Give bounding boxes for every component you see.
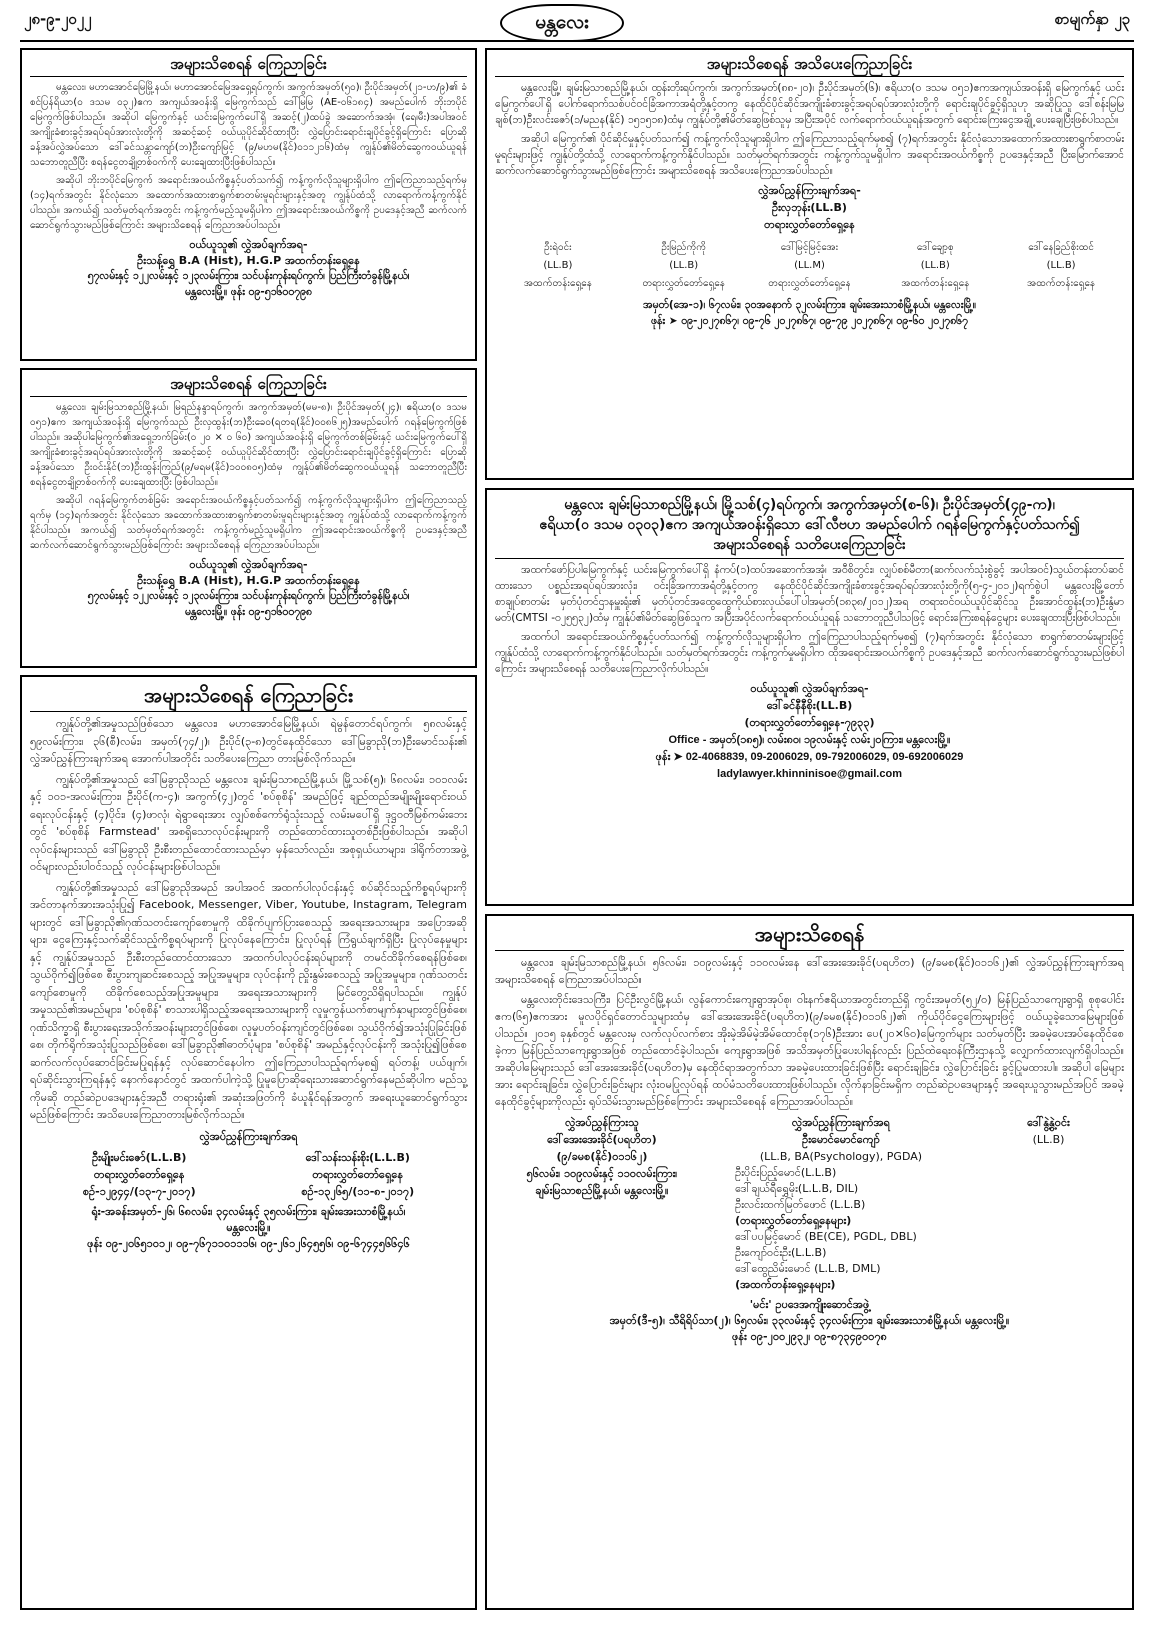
email-address[interactable]: ladylawyer.khinninisoe@gmail.com <box>717 768 902 780</box>
office-address: အမှတ်(အေ-၁)၊ ၆၇လမ်း၊ ၃၀အနောက် ၃၂လမ်းကြား၊ ချမ်းအေးသာစံမြို့နယ်၊ မန္တလေးမြို့။ <box>642 299 977 311</box>
notice-paragraph: အထက်ပါ အရောင်းအဝယ်ကိစ္စနှင့်ပတ်သက်၍ ကန့်ကွက်လိုသူများရှိပါက ဤကြေညာပါသည့်ရက်မှစ၍ (၇)ရက်အတွင်း နိုင်လုံသော စာရွက်စာတမ်းများဖြင့် ကျွန်ုပ်ထံသို့ လာရောက်ကန့်ကွက်နိုင်ပါသည်။ သတ်မှတ်ရက်အတွင်း ကန့်ကွက်မှုမရှိပါက ထိုအရောင်းအဝယ်ကိစ္စကို ဥပဒေနှင့်အညီ ဆက်လက်ဆောင်ရွက်သွားမည်ဖြစ်ပါကြောင်း အများသိစေရန် သတိပေးကြေညာလိုက်ပါသည်။ <box>495 631 1124 675</box>
office-phone: ဖုန်း ➤ 02-4068839, 09-2006029, 09-792006029, 09-692006029 <box>655 751 964 763</box>
lead-lawyer-name: ဦးလှဘုန်း(LL.B) <box>772 201 847 214</box>
page-number: စာမျက်နှာ ၂၃ <box>1054 10 1130 28</box>
lawyer-address: ၅၇လမ်းနှင့် ၁၂၂လမ်းနှင့် ၁၂၃လမ်းကြား၊ သင်ပန်းကုန်းရပ်ကွက်၊ ပြည်ကြီးတံခွန်မြို့နယ်၊ <box>87 590 410 602</box>
lawyer-role: တရားလွှတ်တော်ရှေ့နေ <box>312 1168 404 1181</box>
lawyer-phone: မန္တလေးမြို့။ ဖုန်း ၀၉-၅၁၆၀၀၇၉၈ <box>184 606 313 618</box>
notice-paragraph: အဆိုပါ ဘိုးဘပိုင်မြေကွက် အရောင်းအဝယ်ကိစ္စနှင့်ပတ်သက်၍ ကန့်ကွက်လိုသူများရှိပါက ဤကြေညာသည့်ရက်မှ (၁၄)ရက်အတွင်း နိုင်လုံသော အထောက်အထားစာရွက်စာတမ်းမူရင်းများနှင့်အတူ ကျွန်ုပ်ထံသို့ လာရောက်ကန့်ကွက်နိုင်ပါသည်။ အကယ်၍ သတ်မှတ်ရက်အတွင်း ကန့်ကွက်မည့်သူမရှိပါက ဤအရောင်းအဝယ်ကိစ္စကို ဥပဒေနှင့်အညီ ဆက်လက်ဆောင်ရွက်သွားမည်ဖြစ်ကြောင်း အများသိစေရန် ကြေညာအပ်ပါသည်။ <box>30 175 467 231</box>
signature-heading: ဝယ်ယူသူ၏ လွှဲအပ်ချက်အရ- <box>750 682 869 695</box>
newspaper-logo: မန္တလေး <box>500 4 624 42</box>
lawyer-block: ဦးမြည်ကိုကို (LL.B) တရားလွှတ်တော်ရှေ့နေ <box>642 242 725 289</box>
notice-public-announcement <box>485 914 1134 1610</box>
office-phone: ဖုန်း ၀၉-၂၀၆၅၁၀၁၂၊ ၀၉-၇၆၇၁၁၀၁၁၁၆၊ ၀၉-၂၆၁၂၆၄၅၅၆၊ ၀၉-၆၇၄၄၅၆၆၄၆ <box>87 1237 410 1250</box>
lawyer-license: စဉ်-၁၃၂၆၅/(၁၁-၈-၂၀၁၇) <box>301 1185 415 1198</box>
office-address: အမှတ်(ဒီ-၅)၊ သီရိရိပ်သာ(၂)၊ ၆၅လမ်း၊ ၃၃လမ်းနှင့် ၃၄လမ်းကြား၊ ချမ်းအေးသာစံမြို့နယ်၊ မန္တလေးမြို့။ <box>609 1314 1010 1327</box>
notice-title: အများသိစေရန် ကြေညာခြင်း <box>30 375 467 397</box>
notice-land-purchase <box>485 48 1134 480</box>
notice-land-sale-2 <box>20 368 477 668</box>
lawyer-license: စဉ်-၁၂၉၄၄/(၁၃-၇-၂၀၁၇) <box>82 1185 196 1198</box>
notice-warning-brand <box>20 675 477 1610</box>
office-phone: ဖုန်း ၀၉-၂၀၀၂၉၃၂၊ ၀၉-၈၇၃၄၉၀၀၇၈ <box>732 1330 887 1343</box>
lawyer-block: ဒေါ်မြင့်မြင့်အေး (LL.M) တရားလွှတ်တော်ရှေ့နေ <box>768 242 851 289</box>
notice-land-sale-1 <box>20 48 477 361</box>
office-phone: ဖုန်း ➤ ၀၉-၂၀၂၇၈၆၇၊ ၀၉-၇၆ ၂၀၂၇၈၆၇၊ ၀၉-၇၉ ၂၀၂၇၈၆၇၊ ၀၉-၆၀ ၂၀၂၇၈၆၇ <box>651 315 968 327</box>
law-firm-name: 'မင်း' ဥပဒေအကျိုးဆောင်အဖွဲ့ <box>749 1298 870 1311</box>
office-city: မန္တလေးမြို့။ <box>226 1221 271 1234</box>
lead-lawyer-role: တရားလွှတ်တော်ရှေ့နေ <box>764 218 855 231</box>
notice-grant-land-warning <box>485 488 1134 906</box>
lawyer-name: ဦးသန့်ရွှေ B.A (Hist), H.G.P အထက်တန်းရှေ့နေ <box>137 254 360 267</box>
lawyer-block: ဒေါ်နွဲ့နွဲ့ဝင်း (LL.B) <box>1027 1116 1070 1146</box>
lawyer-block <box>41 1149 238 1200</box>
notice-title: အများသိစေရန် <box>495 921 1124 951</box>
lawyer-address: ၅၇လမ်းနှင့် ၁၂၂လမ်းနှင့် ၁၂၃လမ်းကြား၊ သင်ပန်းကုန်းရပ်ကွက်၊ ပြည်ကြီးတံခွန်မြို့နယ်၊ <box>87 270 410 282</box>
notice-paragraph: အဆိုပါ ဂရန်မြေကွက်တစ်ခြမ်း အရောင်းအဝယ်ကိစ္စနှင့်ပတ်သက်၍ ကန့်ကွက်လိုသူများရှိပါက ဤကြေညာသည့်ရက်မှ (၁၄)ရက်အတွင်း နိုင်လုံသော အထောက်အထားစာရွက်စာတမ်းမူရင်းများနှင့်အတူ ကျွန်ုပ်ထံသို့ လာရောက်ကန့်ကွက်နိုင်ပါသည်။ အကယ်၍ သတ်မှတ်ရက်အတွင်း ကန့်ကွက်မည့်သူမရှိပါက ဤအရောင်းအဝယ်ကိစ္စကို ဥပဒေနှင့်အညီ ဆက်လက်ဆောင်ရွက်သွားမည်ဖြစ်ကြောင်း အများသိစေရန် ကြေညာအပ်ပါသည်။ <box>30 495 467 551</box>
lawyer-block: ဦးရဲဝင်း (LL.B) အထက်တန်းရှေ့နေ <box>523 242 592 289</box>
lawyer-role: (တရားလွှတ်တော်ရှေ့နေ-၇၉၃၃) <box>744 716 875 729</box>
lawyer-name: ဒေါ်သန်းသန်းစိုး(L.L.B) <box>305 1151 410 1164</box>
notice-paragraph: ကျွန်ုပ်တို့၏အမှုသည် ဒေါ်မြခွာညိုသည် မန္တလေး၊ ချမ်းမြသာစည်မြို့နယ်၊ မြို့သစ်(၅)၊ ၆၈လမ်း၊ ၁၀၁လမ်းနှင့် ၁၀၁-အလမ်းကြား၊ ဦးပိုင်(က-၄)၊ အကွက်(၄၂)တွင် 'စပ်စုစိန်' အမည်ဖြင့် ချည်ထည်အမျိုးမျိုးရောင်းဝယ်ရေးလုပ်ငန်းနှင့် (၄)ပိုင်း၊ (၄)ဖာလုံ၊ ရဲရွာရေးအား လျှပ်စစ်ကော်ရုံသုံးသည့် လမ်းမပေါ်ရှိ ဒုဋ္ဌဝတီမြစ်ကမ်းဘေးတွင် 'စပ်စုစိန် Farmstead' အစရှိသောလုပ်ငန်းများကို တည်ထောင်ထားသူတစ်ဦးဖြစ်ပါသည်။ အဆိုပါလုပ်ငန်းများသည် ဒေါ်မြခွာညို ဦးစီးတည်ထောင်ထားသည်မှာ မှန်သော်လည်း၊ အစုရှယ်ယာများ၊ ဒါရိုက်တာအဖွဲ့ဝင်များလည်းပါဝင်သည့် လုပ်ငန်းများဖြစ်ပါသည်။ <box>30 772 467 873</box>
lawyer-group: လွှဲအပ်ညွှန်ကြားချက်အရ ဦးမောင်မောင်ကျော် (LL.B, BA(Psychology), PGDA) ဦးပိုင်းပြည့်မောင်(L.L.B) ဒေါ်ချယ်ရီရွှေမိုး(L.L.B, DIL) ဦးလင်းထက်မြတ်ဖောင် (L.L.B) (တရားလွှတ်တော်ရှေ့နေများ) ဒေါ်ပပမြင့်မောင် (BE(CE), PGDL, DBL) ဦးကျော်ဝင်းဦး(L.L.B) ဒေါ်ထွေညိမ်းမောင် (L.L.B, DML) (အထက်တန်းရှေ့နေများ) <box>735 1116 923 1291</box>
signature-heading: လွှဲအပ်ညွှန်ကြားချက်အရ <box>199 1129 298 1143</box>
lawyer-name: ဦးမျိုးမင်းဇော်(L.L.B) <box>92 1151 187 1164</box>
notice-paragraph: မန္တလေး၊ မဟာအောင်မြေမြို့နယ်၊ မဟာအောင်မြေအရှေ့ရပ်ကွက်၊ အကွက်အမှတ်(၅၀)၊ ဦးပိုင်အမှတ်(၂၁-ဟ/၉)၏ ခံစင်ပြန်ရိယာ(၀ ဒသမ ၀၃၂)ဧက အကျယ်အဝန်းရှိ မြေကွက်သည် ဒေါ်မြမြ (AE-၀၆၁၈၄) အမည်ပေါက် ဘိုးဘပိုင်မြေကွက်ဖြစ်ပါသည်။ အဆိုပါ မြေကွက်နှင့် ယင်းမြေကွက်ပေါ်ရှိ အဆင့်(၂)ထပ်ခွဲ အဆောက်အအုံ၊ (ရေ၊မီး)အပါအဝင် အကျိုးခံစားခွင့်အရပ်ရပ်အားလုံးတို့ကို အဆင့်ဆင့် ဝယ်ယူပိုင်ဆိုင်ထားပြီး လွှဲပြောင်းရောင်းချပိုင်ခွင့်ရှိကြောင်း ပြောဆိုခန့်အပ်လွှဲအပ်သော ဒေါ်ခင်သန္တာကျော်(ဘ)ဦးကျော်မြင့် (၉/မဟမ(နိုင်)၀၁၁၂၁၆)ထံမှ ကျွန်ုပ်၏မိတ်ဆွေကဝယ်ယူရန် သဘောတူညီပြီး စရန်ငွေတချို့တစ်ဝက်ကို ပေးချေထားပြီးဖြစ်ပါသည်။ <box>30 82 467 168</box>
signature-heading: ဝယ်ယူသူ၏ လွှဲအပ်ချက်အရ- <box>189 558 308 571</box>
notice-paragraph: အဆိုပါ မြေကွက်၏ ပိုင်ဆိုင်မှုနှင့်ပတ်သက်၍ ကန့်ကွက်လိုသူများရှိပါက ဤကြေညာသည့်ရက်မှစ၍ (၇)ရက်အတွင်း နိုင်လုံသောအထောက်အထားစာရွက်စာတမ်းမူရင်းများဖြင့် ကျွန်ုပ်တို့ထံသို့ လာရောက်ကန့်ကွက်နိုင်ပါသည်။ သတ်မှတ်ရက်အတွင်း ကန့်ကွက်သူမရှိပါက အရောင်းအဝယ်ကိစ္စကို ဥပဒေနှင့်အညီ ပြီးမြောက်အောင် ဆက်လက်ဆောင်ရွက်သွားမည်ဖြစ်ကြောင်း အများသိစေရန် အသိပေးကြေညာအပ်ပါသည်။ <box>495 133 1124 177</box>
notice-paragraph: မန္တလေးမြို့၊ ချမ်းမြသာစည်မြို့နယ်၊ ထွန်းတိုးရပ်ကွက်၊ အကွက်အမှတ်(၈၈-၂၀)၊ ဦးပိုင်အမှတ်(၆)၊ ဧရိယာ(၀ ဒသမ ၀၅၁)ဧကအကျယ်အဝန်းရှိ မြေကွက်နှင့် ယင်းမြေကွက်ပေါ်ရှိ ပေါက်ရောက်သစ်ပင်ဝင်ခြံအကာအရံတို့နှင့်တကွ နေထိုင်ပိုင်ဆိုင်အကျိုးခံစားခွင့်အရပ်ရပ်အားလုံးတို့ကို ရောင်းချပိုင်ခွင့်ရှိသူဟု အဆိုပြုသူ ဒေါ်စန်းမြမြချစ်(ဘ)ဦးလင်းဇော်(၁/မညန(နိုင်) ၁၅၁၅၁၈)ထံမှ ကျွန်ုပ်တို့၏မိတ်ဆွေဖြစ်သူမှ အပြီးအပိုင် လက်ရောက်ဝယ်ယူရန်အတွက် ရောင်းကြေးငွေအချို့ ပေးချေပြီးဖြစ်ပါသည်။ <box>495 82 1124 126</box>
notice-paragraph: ကျွန်ုပ်တို့၏အမှုသည် ဒေါ်မြခွာညိုအမည် အပါအဝင် အထက်ပါလုပ်ငန်းနှင့် စပ်ဆိုင်သည့်ကိစ္စရပ်များကို အင်တာနက်အားအသုံးပြု၍ Facebook, Messenger, Viber, Youtube, Instagram, Telegram များတွင် ဒေါ်မြခွာညို၏ဂုဏ်သတင်းကျော်စောမှုကို ထိခိုက်ပျက်ပြားစေသည့် အရေးအသားများ၊ အပြောအဆိုများ၊ ငွေကြေးနှင့်သက်ဆိုင်သည့်ကိစ္စရပ်များကို ပြုလုပ်နေကြောင်း၊ ပြုလုပ်ရန် ကြံရွယ်ချက်ရှိပြီး ပြုလုပ်နေမှုများနှင့် ကျွန်ုပ်အမှုသည် ဦးစီးတည်ထောင်ထားသော အထက်ပါလုပ်ငန်းရပ်များကို တမင်ထိခိုက်စေရန်ဖြစ်စေ၊ သွယ်ဝိုက်၍ဖြစ်စေ စီးပွားကျဆင်းစေသည့် အပြုအမူများ၊ လုပ်ငန်းကို ညှိုးနွမ်းစေသည့် အပြုအမူများ၊ ဂုဏ်သတင်းကျော်စောမှုကို ထိခိုက်စေသည့်အပြုအမူများ၊ အရေးအသားများကို မြင်တွေ့သိရှိရပါသည်။ ကျွန်ုပ်အမှုသည်၏အမည်များ၊ 'စပ်စုစိန်' စာသားပါရှိသည့်အရေးအသားများကို လူမှုကွန်ယက်စာမျက်နှာများတွင်ဖြစ်စေ၊ ဂုဏ်သိက္ခာရှိ စီးပွားရေးအသိုက်အဝန်းများတွင်ဖြစ်စေ၊ လူမှုပတ်ဝန်းကျင်တွင်ဖြစ်စေ၊ သွယ်ဝိုက်၍အသုံးပြုခြင်းဖြစ်စေ၊ တိုက်ရိုက်အသုံးပြုသည်ဖြစ်စေ၊ ဒေါ်မြခွာညို၏ဓာတ်ပုံများ၊ 'စပ်စုစိန်' အမည်နှင့်လုပ်ငန်းကို အသုံးပြု၍ဖြစ်စေ ဆက်လက်လုပ်ဆောင်ခြင်းမပြုရန်နှင့် လုပ်ဆောင်နေပါက ဤကြေညာပါသည့်ရက်မှစ၍ ရပ်တန့်၊ ပယ်ဖျက်၊ ရပ်ဆိုင်းသွားကြရန်နှင့် နောက်နောင်တွင် အထက်ပါကဲ့သို့ ပြုမူပြောဆိုရေးသားဆောင်ရွက်နေမည်ဆိုပါက မည်သူ့ကိုမဆို တည်ဆဲဥပဒေများနှင့်အညီ တရားရုံး၏ အဆုံးအဖြတ်ကို ခံယူနိုင်ရန်အတွက် အရေးယူဆောင်ရွက်သွားမည်ဖြစ်ကြောင်း အသိပေးကြေညာတားမြစ်လိုက်သည်။ <box>30 880 467 1121</box>
lawyer-phone: မန္တလေးမြို့။ ဖုန်း ၀၉-၅၁၆၀၀၇၉၈ <box>184 286 313 298</box>
notice-title: အများသိစေရန် ကြေညာခြင်း <box>30 55 467 77</box>
notice-paragraph: ကျွန်ုပ်တို့၏အမှုသည်ဖြစ်သော မန္တလေး၊ မဟာအောင်မြေမြို့နယ်၊ ရဲမွန်တောင်ရပ်ကွက်၊ ၅၈လမ်းနှင့် ၅၉လမ်းကြား၊ ၃၆(စီ)လမ်း၊ အမှတ်(၇၄/၂)၊ ဦးပိုင်(၃-၈)တွင်နေထိုင်သော ဒေါ်မြခွာညို(ဘ)ဦးမောင်သန်း၏ လွှဲအပ်ညွှန်ကြားချက်အရ အောက်ပါအတိုင်း သတိပေးကြေညာ တားမြစ်လိုက်သည်။ <box>30 717 467 765</box>
office-address: ရုံး-အခန်းအမှတ်-၂၆၊ ၆၈လမ်း၊ ၃၄လမ်းနှင့် ၃၅လမ်းကြား၊ ချမ်းအေးသာစံမြို့နယ်၊ <box>91 1205 406 1218</box>
masthead <box>20 4 1134 42</box>
lawyer-block: ဒေါ်ချော့စု (LL.B) အထက်တန်းရှေ့နေ <box>901 242 970 289</box>
notice-paragraph: မန္တလေးတိုင်းဒေသကြီး၊ ပြင်ဦးလွင်မြို့နယ်၊ လွန်ကောင်းကျေးရွာအုပ်စု၊ ဝါးနက်ဧရိယာအတွင်းတည်ရှိ ကွင်းအမှတ်(၅၂/၀) မြန်ပြည်သာကျေးရွာရှိ စုစုပေါင်းဧက(၆၅)ဧကအား မူလပိုင်ရှင်တောင်သူများထံမှ ဒေါ်အေးအေးခိုင်(ပရဟိတ)(၉/ခမစ(နိုင်)၀၁၁၆၂)၏ ကိုယ်ပိုင်ငွေကြေးများဖြင့် ဝယ်ယူခဲ့သောမြေများဖြစ်ပါသည်။ ၂၀၁၅ ခုနှစ်တွင် မန္တလေးမှ လက်လုပ်လက်စား အိုးမဲ့အိမ်မဲ့အိမ်ထောင်စု(၁၇၆)ဦးအား ပေ(၂၀×၆၀)မြေကွက်များ သတ်မှတ်ပြီး အခမဲ့ပေးအပ်နေထိုင်စေခဲ့ကာ မြန်ပြည်သာကျေးရွာအဖြစ် တည်ထောင်ခဲ့ပါသည်။ ကျေးရွာအဖြစ် အသိအမှတ်ပြုပေးပါရန်လည်း ပြည်ထဲရေးဝန်ကြီးဌာနသို့ လျှောက်ထားလျက်ရှိပါသည်။ အဆိုပါမြေများသည် ဒေါ်အေးအေးခိုင်(ပရဟိတ)မှ နေထိုင်ရာအတွက်သာ အခမဲ့ပေးထားခြင်းဖြစ်ပြီး ရောင်းချခြင်း၊ လွှဲပြောင်းခြင်း ခွင့်ပြုမထားပါ။ အဆိုပါ မြေများအား ရောင်းချခြင်း၊ လွှဲပြောင်းခြင်းများ လုံးဝမပြုလုပ်ရန် ထပ်မံသတိပေးထားဖြစ်ပါသည်။ လိုက်နာခြင်းမရှိက တည်ဆဲဥပဒေများနှင့် အရေးယူသွားမည်အပြင် အခမဲ့နေထိုင်ခွင့်များကိုလည်း ရုပ်သိမ်းသွားမည်ဖြစ်ကြောင်း အများသိစေရန် ကြေညာအပ်ပါသည်။ <box>495 993 1124 1108</box>
lawyer-name: ဒေါ်ခင်နီနီစိုး(LL.B) <box>766 699 853 712</box>
notice-title: အများသိစေရန် အသိပေးကြေညာခြင်း <box>495 55 1124 77</box>
notice-paragraph: မန္တလေး၊ ချမ်းမြသာစည်မြို့နယ်၊ ၅၆လမ်း၊ ၁၀၉လမ်းနှင့် ၁၁၀လမ်းနေ ဒေါ်အေးအေးခိုင်(ပရဟိတ) (၉/ခမစ(နိုင်)၀၁၁၆၂)၏ လွှဲအပ်ညွှန်ကြားချက်အရ အများသိစေရန် ကြေညာအပ်ပါသည်။ <box>495 956 1124 986</box>
lawyer-list <box>495 239 1124 293</box>
notice-title: မန္တလေး ချမ်းမြသာစည်မြို့နယ်၊ မြို့သစ်(၄)ရပ်ကွက်၊ အကွက်အမှတ်(စ-၆)၊ ဦးပိုင်အမှတ်(၄၉-က)၊ ဧရိယာ(၀ ဒသမ ၀၃၀၃)ဧက အကျယ်အဝန်းရှိသော ဒေါ်လီဗဟ အမည်ပေါက် ဂရန်မြေကွက်နှင့်ပတ်သက်၍ အများသိစေရန် သတိပေးကြေညာခြင်း <box>495 495 1124 559</box>
lawyer-role: တရားလွှတ်တော်ရှေ့နေ <box>93 1168 185 1181</box>
signature-heading: ဝယ်ယူသူ၏ လွှဲအပ်ချက်အရ- <box>189 238 308 251</box>
lawyer-name: ဦးသန့်ရွှေ B.A (Hist), H.G.P အထက်တန်းရှေ့နေ <box>137 574 360 587</box>
notice-paragraph: မန္တလေး၊ ချမ်းမြသာစည်မြို့နယ်၊ မြရည်နန္ဒာရပ်ကွက်၊ အကွက်အမှတ်(မမ-၈)၊ ဦးပိုင်အမှတ်(၂၄)၊ ဧရိယာ(၀ ဒသမ ၀၅၁)ဧက အကျယ်အဝန်းရှိ မြေကွက်သည် ဦးလှထွန်း(ဘ)ဦးခေဝ(ရတရ(နိုင်)၀၀၈၆၂၅)အမည်ပေါက် ဂရန်မြေကွက်ဖြစ်ပါသည်။ အဆိုပါမြေကွက်၏အရှေ့ဘက်ခြမ်း(၀ ၂၀ × ၀ ၆၀) အကျယ်အဝန်းရှိ မြေကွက်တစ်ခြမ်းနှင့် ယင်းမြေကွက်ပေါ်ရှိ အကျိုးခံစားခွင့်အရပ်ရပ်အားလုံးတို့ကို အဆင့်ဆင့် ဝယ်ယူပိုင်ဆိုင်ထားပြီး လွှဲပြောင်းရောင်းချပိုင်ခွင့်ရှိကြောင်း ပြောဆိုခန့်အပ်သော ဦးဝင်းနိုင်(ဘ)ဦးထွန်းကြည်(၉/မရမ(နိုင်)၁၀၀၈၀၅)ထံမှ ကျွန်ုပ်၏မိတ်ဆွေကဝယ်ယူရန် သဘောတူညီပြီး စရန်ငွေတချို့တစ်ဝက်ကို ပေးချေထားပြီး ဖြစ်ပါသည်။ <box>30 402 467 488</box>
lawyer-block: ဒေါ်နေခြည်စိုးထင် (LL.B) အထက်တန်းရှေ့နေ <box>1027 242 1096 289</box>
issue-date: ၂၈-၉-၂၀၂၂ <box>24 10 92 28</box>
notice-paragraph: အထက်ဖော်ပြပါမြေကွက်နှင့် ယင်းမြေကွက်ပေါ်ရှိ နံကပ်(၁)ထပ်အဆောက်အအုံ၊ အဝီစိတွင်း၊ လျှပ်စစ်မီတာ(ဆက်လက်သုံးစွဲခွင့် အပါအဝင်)သွယ်တန်းတပ်ဆင်ထားသော ပစ္စည်းအရပ်ရပ်အားလုံး၊ ဝင်းခြံအကာအရံတို့နှင့်တကွ နေထိုင်ပိုင်ဆိုင်အကျိုးခံစားခွင့်အရပ်ရပ်အားလုံးတို့ကို(၅-၄-၂၀၁၂)ရက်စွဲပါ မန္တလေးမြို့တော်စာချုပ်စာတမ်း မှတ်ပုံတင်ဌာနမှူးရုံး၏ မှတ်ပုံတင်အထွေထွေကိုယ်စားလှယ်ပေါ်ပါအမှတ်(၁၈၃၈/၂၀၁၂)အရ တရားဝင်ဝယ်ယူပိုင်ဆိုင်သူ ဦးအောင်ထွန်း(ဘ)ဦးနွံမာမတ်(CMTSI -၀၂၅၅၃၂)ထံမှ ကျွန်ုပ်၏မိတ်ဆွေဖြစ်သူက အပြီးအပိုင်လက်ရောက်ဝယ်ယူရန် သဘောတူညီပါသဖြင့် ရောင်းကြေးစရန်ငွေများ ပေးချေထားပြီးဖြစ်ပါသည်။ <box>495 564 1124 624</box>
signature-heading: လွှဲအပ်ညွှန်ကြားချက်အရ- <box>758 184 861 197</box>
notice-title: အများသိစေရန် ကြေညာခြင်း <box>30 682 467 712</box>
office-address: Office - အမှတ်(၁၈၅)၊ လမ်း၈၀၊ ၁၉လမ်းနှင့် လမ်း၂၀ကြား၊ မန္တလေးမြို့။ <box>668 734 951 746</box>
lawyer-block <box>259 1149 456 1200</box>
instructor-block: လွှဲအပ်ညွှန်ကြားသူ ဒေါ်အေးအေးခိုင်(ပရဟိတ) (၉/ခမစ(နိုင်)၀၁၁၆၂) ၅၆လမ်း၊ ၁၀၉လမ်းနှင့် ၁၁၀လမ်းကြား၊ ချမ်းမြသာစည်မြို့နယ်၊ မန္တလေးမြို့။ <box>526 1116 678 1197</box>
